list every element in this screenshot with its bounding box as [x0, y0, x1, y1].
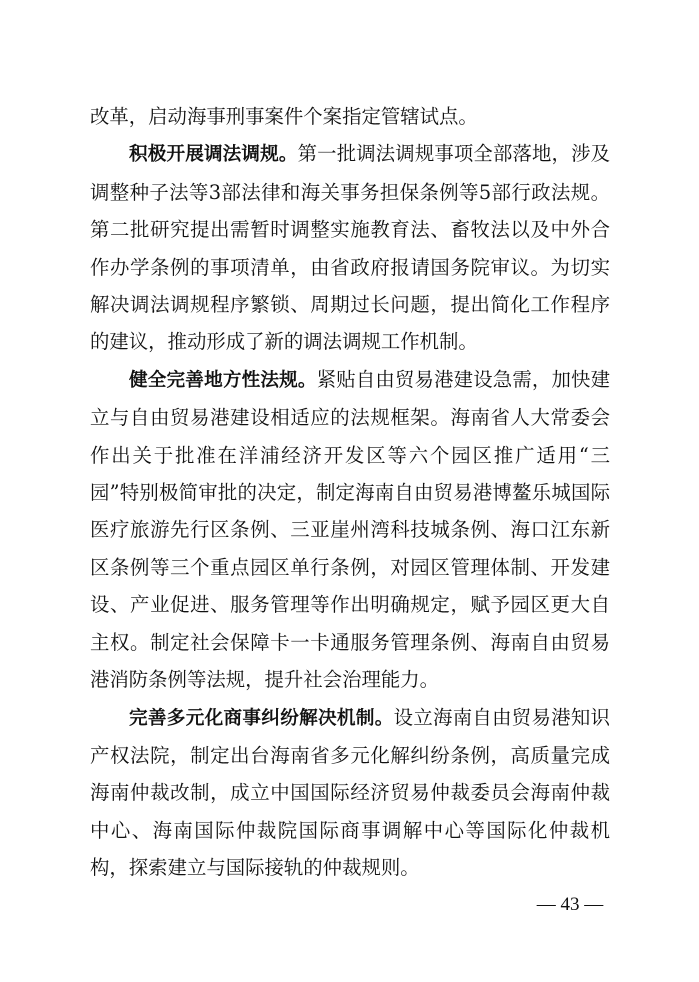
paragraph-text: 紧贴自由贸易港建设急需，加快建立与自由贸易港建设相适应的法规框架。海南省人大常委会作出关于批准在洋浦经济开发区等六个园区推广适用“三园”特别极简审批的决定，制定海南自由贸易港博鳌乐城国际医疗旅游先行区条例、三亚崖州湾科技城条例、海口江东新区条例等三个重点园区单行条例，对园区管理体制、开发建设、产业促进、服务管理等作出明确规定，赋予园区更大自主权。制定社会保障卡一卡通服务管理条例、海南自由贸易港消防条例等法规，提升社会治理能力。 — [90, 367, 610, 692]
paragraph-heading: 健全完善地方性法规。 — [129, 369, 317, 391]
paragraph-text: 改革，启动海事刑事案件个案指定管辖试点。 — [90, 105, 478, 128]
paragraph-heading: 完善多元化商事纠纷解决机制。 — [129, 707, 394, 729]
paragraph-text: 第一批调法调规事项全部落地，涉及调整种子法等3部法律和海关事务担保条例等5部行政法规。第二批研究提出需暂时调整实施教育法、畜牧法以及中外合作办学条例的事项清单，由省政府报请国务院审议。为切实解决调法调规程序繁锁、周期过长问题，提出简化工作程序的建议，推动形成了新的调法调规工作机制。 — [90, 142, 610, 354]
page-number: — 43 — — [536, 894, 604, 915]
paragraph-continuation — [90, 98, 610, 135]
paragraph-local-regulations — [90, 361, 610, 699]
paragraph-text: 设立海南自由贸易港知识产权法院，制定出台海南省多元化解纠纷条例，高质量完成海南仲裁改制，成立中国国际经济贸易仲裁委员会海南仲裁中心、海南国际仲裁院国际商事调解中心等国际化仲裁机构，探索建立与国际接轨的仲裁规则。 — [90, 705, 610, 880]
paragraph-heading: 积极开展调法调规。 — [129, 144, 298, 166]
document-body — [90, 98, 610, 887]
paragraph-dispute-resolution — [90, 699, 610, 887]
paragraph-legal-adjustment — [90, 135, 610, 360]
